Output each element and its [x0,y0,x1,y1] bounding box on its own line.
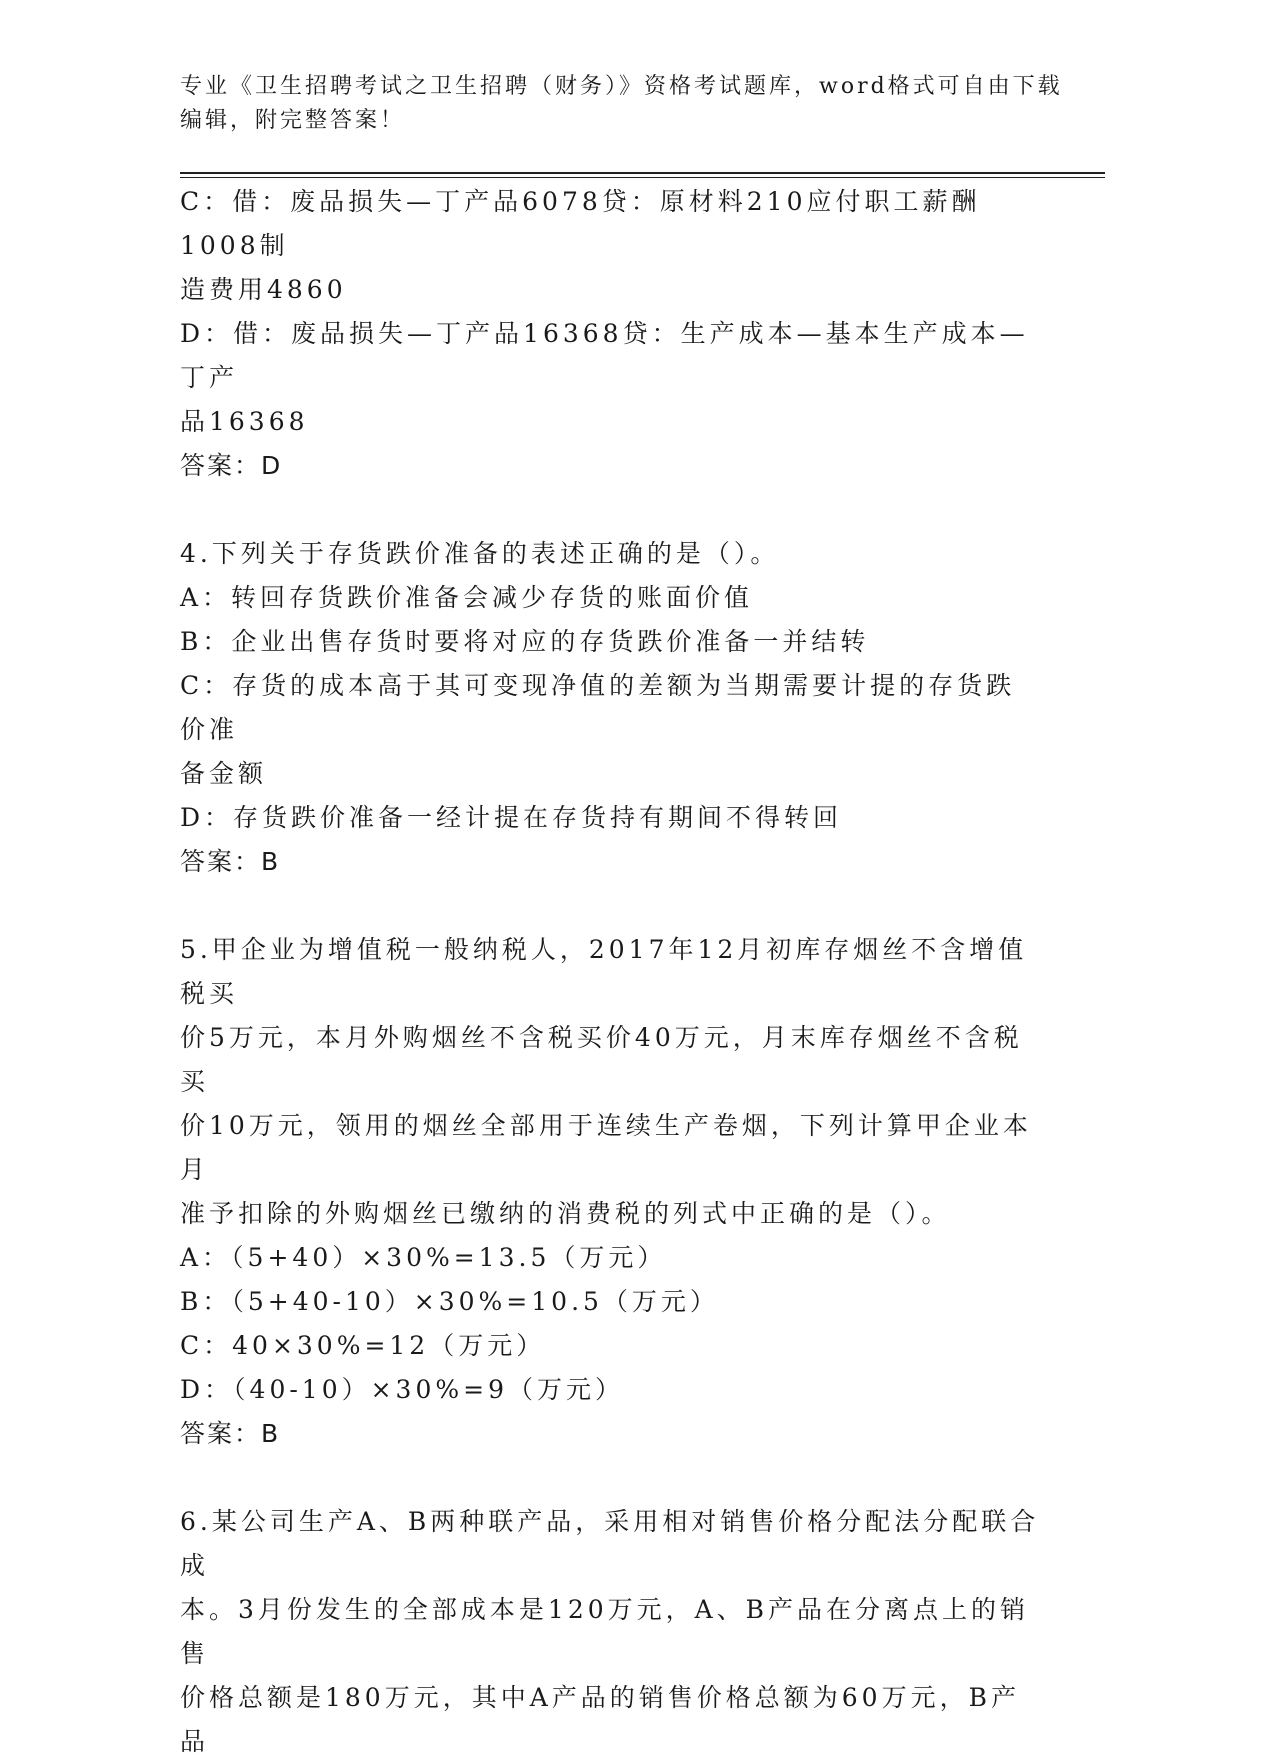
q4-option-d: D：存货跌价准备一经计提在存货持有期间不得转回 [180,803,843,832]
q5-option-c: C：40×30%=12（万元） [180,1331,546,1360]
q3-answer: 答案：D [180,451,283,480]
q5-stem-line-4: 准予扣除的外购烟丝已缴纳的消费税的列式中正确的是（）。 [180,1199,951,1228]
q4-answer: 答案：B [180,847,281,876]
header-rule-thin [180,177,1105,178]
document-body [180,180,1040,1764]
q5-answer: 答案：B [180,1419,281,1448]
q5-stem-line-1: 5.甲企业为增值税一般纳税人，2017年12月初库存烟丝不含增值税买 [180,935,1028,1008]
q6-stem-line-3: 价格总额是180万元，其中A产品的销售价格总额为60万元，B产品 [180,1683,1020,1756]
document-header [180,70,1080,138]
question-4 [180,532,1040,884]
header-rule-thick [180,172,1105,174]
q6-stem-line-1: 6.某公司生产A、B两种联产品，采用相对销售价格分配法分配联合成 [180,1507,1040,1580]
q4-option-a: A：转回存货跌价准备会减少存货的账面价值 [180,583,754,612]
question-3-remainder [180,180,1040,488]
q5-option-a: A：（5+40）×30%=13.5（万元） [180,1243,667,1272]
q5-stem-line-2: 价5万元，本月外购烟丝不含税买价40万元，月末库存烟丝不含税买 [180,1023,1023,1096]
q5-stem-line-3: 价10万元，领用的烟丝全部用于连续生产卷烟，下列计算甲企业本月 [180,1111,1032,1184]
q3-option-c-line-2: 造费用4860 [180,275,347,304]
q3-option-c-line-1: C：借：废品损失—丁产品6078贷：原材料210应付职工薪酬1008制 [180,187,981,260]
header-line-2: 编辑，附完整答案！ [180,108,406,133]
q3-option-d-line-2: 品16368 [180,407,309,436]
q5-option-b: B：（5+40-10）×30%=10.5（万元） [180,1287,719,1316]
q4-option-c-line-2: 备金额 [180,759,268,788]
q4-stem: 4.下列关于存货跌价准备的表述正确的是（）。 [180,539,780,568]
q4-option-b: B：企业出售存货时要将对应的存货跌价准备一并结转 [180,627,870,656]
header-line-1: 专业《卫生招聘考试之卫生招聘（财务）》资格考试题库，word格式可自由下载 [180,74,1063,99]
q3-option-d-line-1: D：借：废品损失—丁产品16368贷：生产成本—基本生产成本—丁产 [180,319,1029,392]
question-5 [180,928,1040,1456]
q5-option-d: D：（40-10）×30%=9（万元） [180,1375,624,1404]
q4-option-c-line-1: C：存货的成本高于其可变现净值的差额为当期需要计提的存货跌价准 [180,671,1016,744]
question-6 [180,1500,1040,1764]
q6-stem-line-2: 本。3月份发生的全部成本是120万元，A、B产品在分离点上的销售 [180,1595,1030,1668]
